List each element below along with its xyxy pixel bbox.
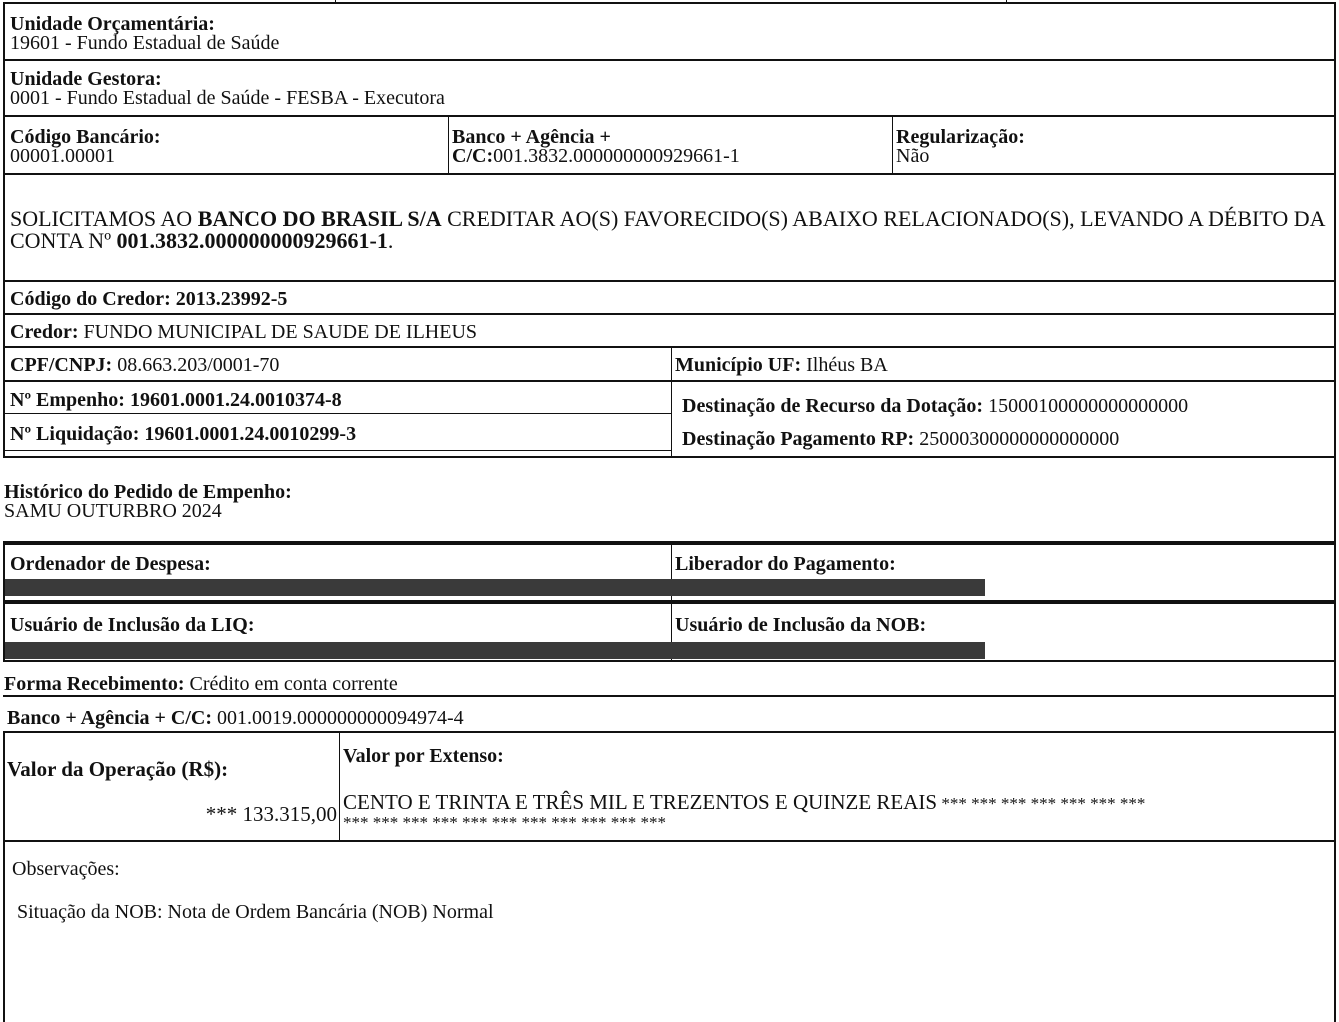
codigo-bancario-label: Código Bancário: (10, 126, 161, 148)
empenho-value: 19601.0001.24.0010374-8 (129, 389, 342, 411)
observacoes-label: Observações: (12, 858, 120, 880)
solicitacao-row (3, 175, 1336, 282)
unidade-gestora-row (3, 61, 1336, 117)
usuario-nob-label: Usuário de Inclusão da NOB: (675, 614, 927, 636)
unidade-orcamentaria-row (3, 2, 1336, 61)
banco-favorecido-value: 001.0019.000000000094974-4 (212, 707, 464, 729)
municipio-value: Ilhéus BA (801, 354, 888, 376)
credor-value: FUNDO MUNICIPAL DE SAUDE DE ILHEUS (78, 321, 478, 343)
cpf-cnpj-label: CPF/CNPJ: (10, 354, 113, 376)
usuarios-redaction (5, 642, 985, 659)
historico-label: Histórico do Pedido de Empenho: (4, 481, 292, 503)
banco-name: BANCO DO BRASIL S/A (197, 206, 442, 231)
ordenador-row (3, 543, 1336, 602)
banco-favorecido-label: Banco + Agência + C/C: (7, 707, 213, 729)
empenho-row (3, 382, 1336, 458)
conta-debito: 001.3832.000000000929661-1 (116, 228, 388, 253)
usuario-liq-label: Usuário de Inclusão da LIQ: (10, 614, 255, 636)
conta-pagadora-row (3, 117, 1336, 175)
destinacao-recurso-value: 15000100000000000000 (983, 395, 1189, 417)
valor-operacao-label: Valor da Operação (R$): (7, 757, 229, 781)
valor-extenso-stars-1: *** *** *** *** *** *** *** (937, 794, 1146, 813)
liquidacao-label: Nº Liquidação: (10, 423, 145, 445)
forma-recebimento-row (3, 662, 1336, 697)
situacao-nob: Situação da NOB: Nota de Ordem Bancária (NOB) Normal (17, 901, 494, 923)
codigo-credor-value: 2013.23992-5 (175, 288, 288, 310)
banco-agencia-label: Banco + Agência + (452, 126, 611, 148)
banco-agencia-value: 001.3832.000000000929661-1 (493, 145, 740, 167)
destinacao-pagamento-label: Destinação Pagamento RP: (682, 428, 915, 450)
ordenador-redaction (5, 579, 985, 596)
unidade-gestora-value: 0001 - Fundo Estadual de Saúde - FESBA - Executora (10, 87, 445, 109)
valor-operacao-value: *** 133.315,00 (205, 802, 337, 826)
destinacao-recurso-label: Destinação de Recurso da Dotação: (682, 395, 984, 417)
credor-label: Credor: (10, 321, 79, 343)
historico-value: SAMU OUTURBRO 2024 (4, 500, 222, 522)
banco-favorecido-row (3, 697, 1336, 733)
ordenador-label: Ordenador de Despesa: (10, 553, 211, 575)
cpf-municipio-row (3, 348, 1336, 382)
cc-label: C/C: (452, 145, 494, 167)
empenho-label: Nº Empenho: (10, 389, 130, 411)
forma-recebimento-value: Crédito em conta corrente (184, 673, 398, 695)
cpf-cnpj-value: 08.663.203/0001-70 (112, 354, 280, 376)
forma-recebimento-label: Forma Recebimento: (4, 673, 185, 695)
observacoes-row (3, 842, 1336, 1022)
solicitacao-text: SOLICITAMOS AO BANCO DO BRASIL S/A CREDITAR AO(S) FAVORECIDO(S) ABAIXO RELACIONADO(S), LEVANDO A DÉBITO DA CONTA Nº 001.3832.000000000929661-1. (10, 206, 1325, 253)
valor-extenso-stars-2: *** *** *** *** *** *** *** *** *** *** *** (343, 813, 666, 832)
valor-row (3, 733, 1336, 842)
municipio-label: Município UF: (675, 354, 802, 376)
codigo-credor-row (3, 282, 1336, 315)
regularizacao-label: Regularização: (896, 126, 1025, 148)
liquidacao-value: 19601.0001.24.0010299-3 (144, 423, 357, 445)
historico-row (3, 458, 1336, 543)
usuarios-row (3, 602, 1336, 662)
valor-extenso-text: CENTO E TRINTA E TRÊS MIL E TREZENTOS E QUINZE REAIS (343, 790, 938, 814)
unidade-orcamentaria-label: Unidade Orçamentária: (10, 13, 215, 35)
unidade-orcamentaria-value: 19601 - Fundo Estadual de Saúde (10, 32, 280, 54)
unidade-gestora-label: Unidade Gestora: (10, 68, 162, 90)
destinacao-pagamento-value: 25000300000000000000 (914, 428, 1120, 450)
regularizacao-value: Não (896, 145, 930, 167)
liberador-label: Liberador do Pagamento: (675, 553, 896, 575)
codigo-bancario-value: 00001.00001 (10, 145, 115, 167)
credor-row (3, 315, 1336, 348)
valor-extenso-label: Valor por Extenso: (343, 745, 504, 767)
codigo-credor-label: Código do Credor: (10, 288, 176, 310)
